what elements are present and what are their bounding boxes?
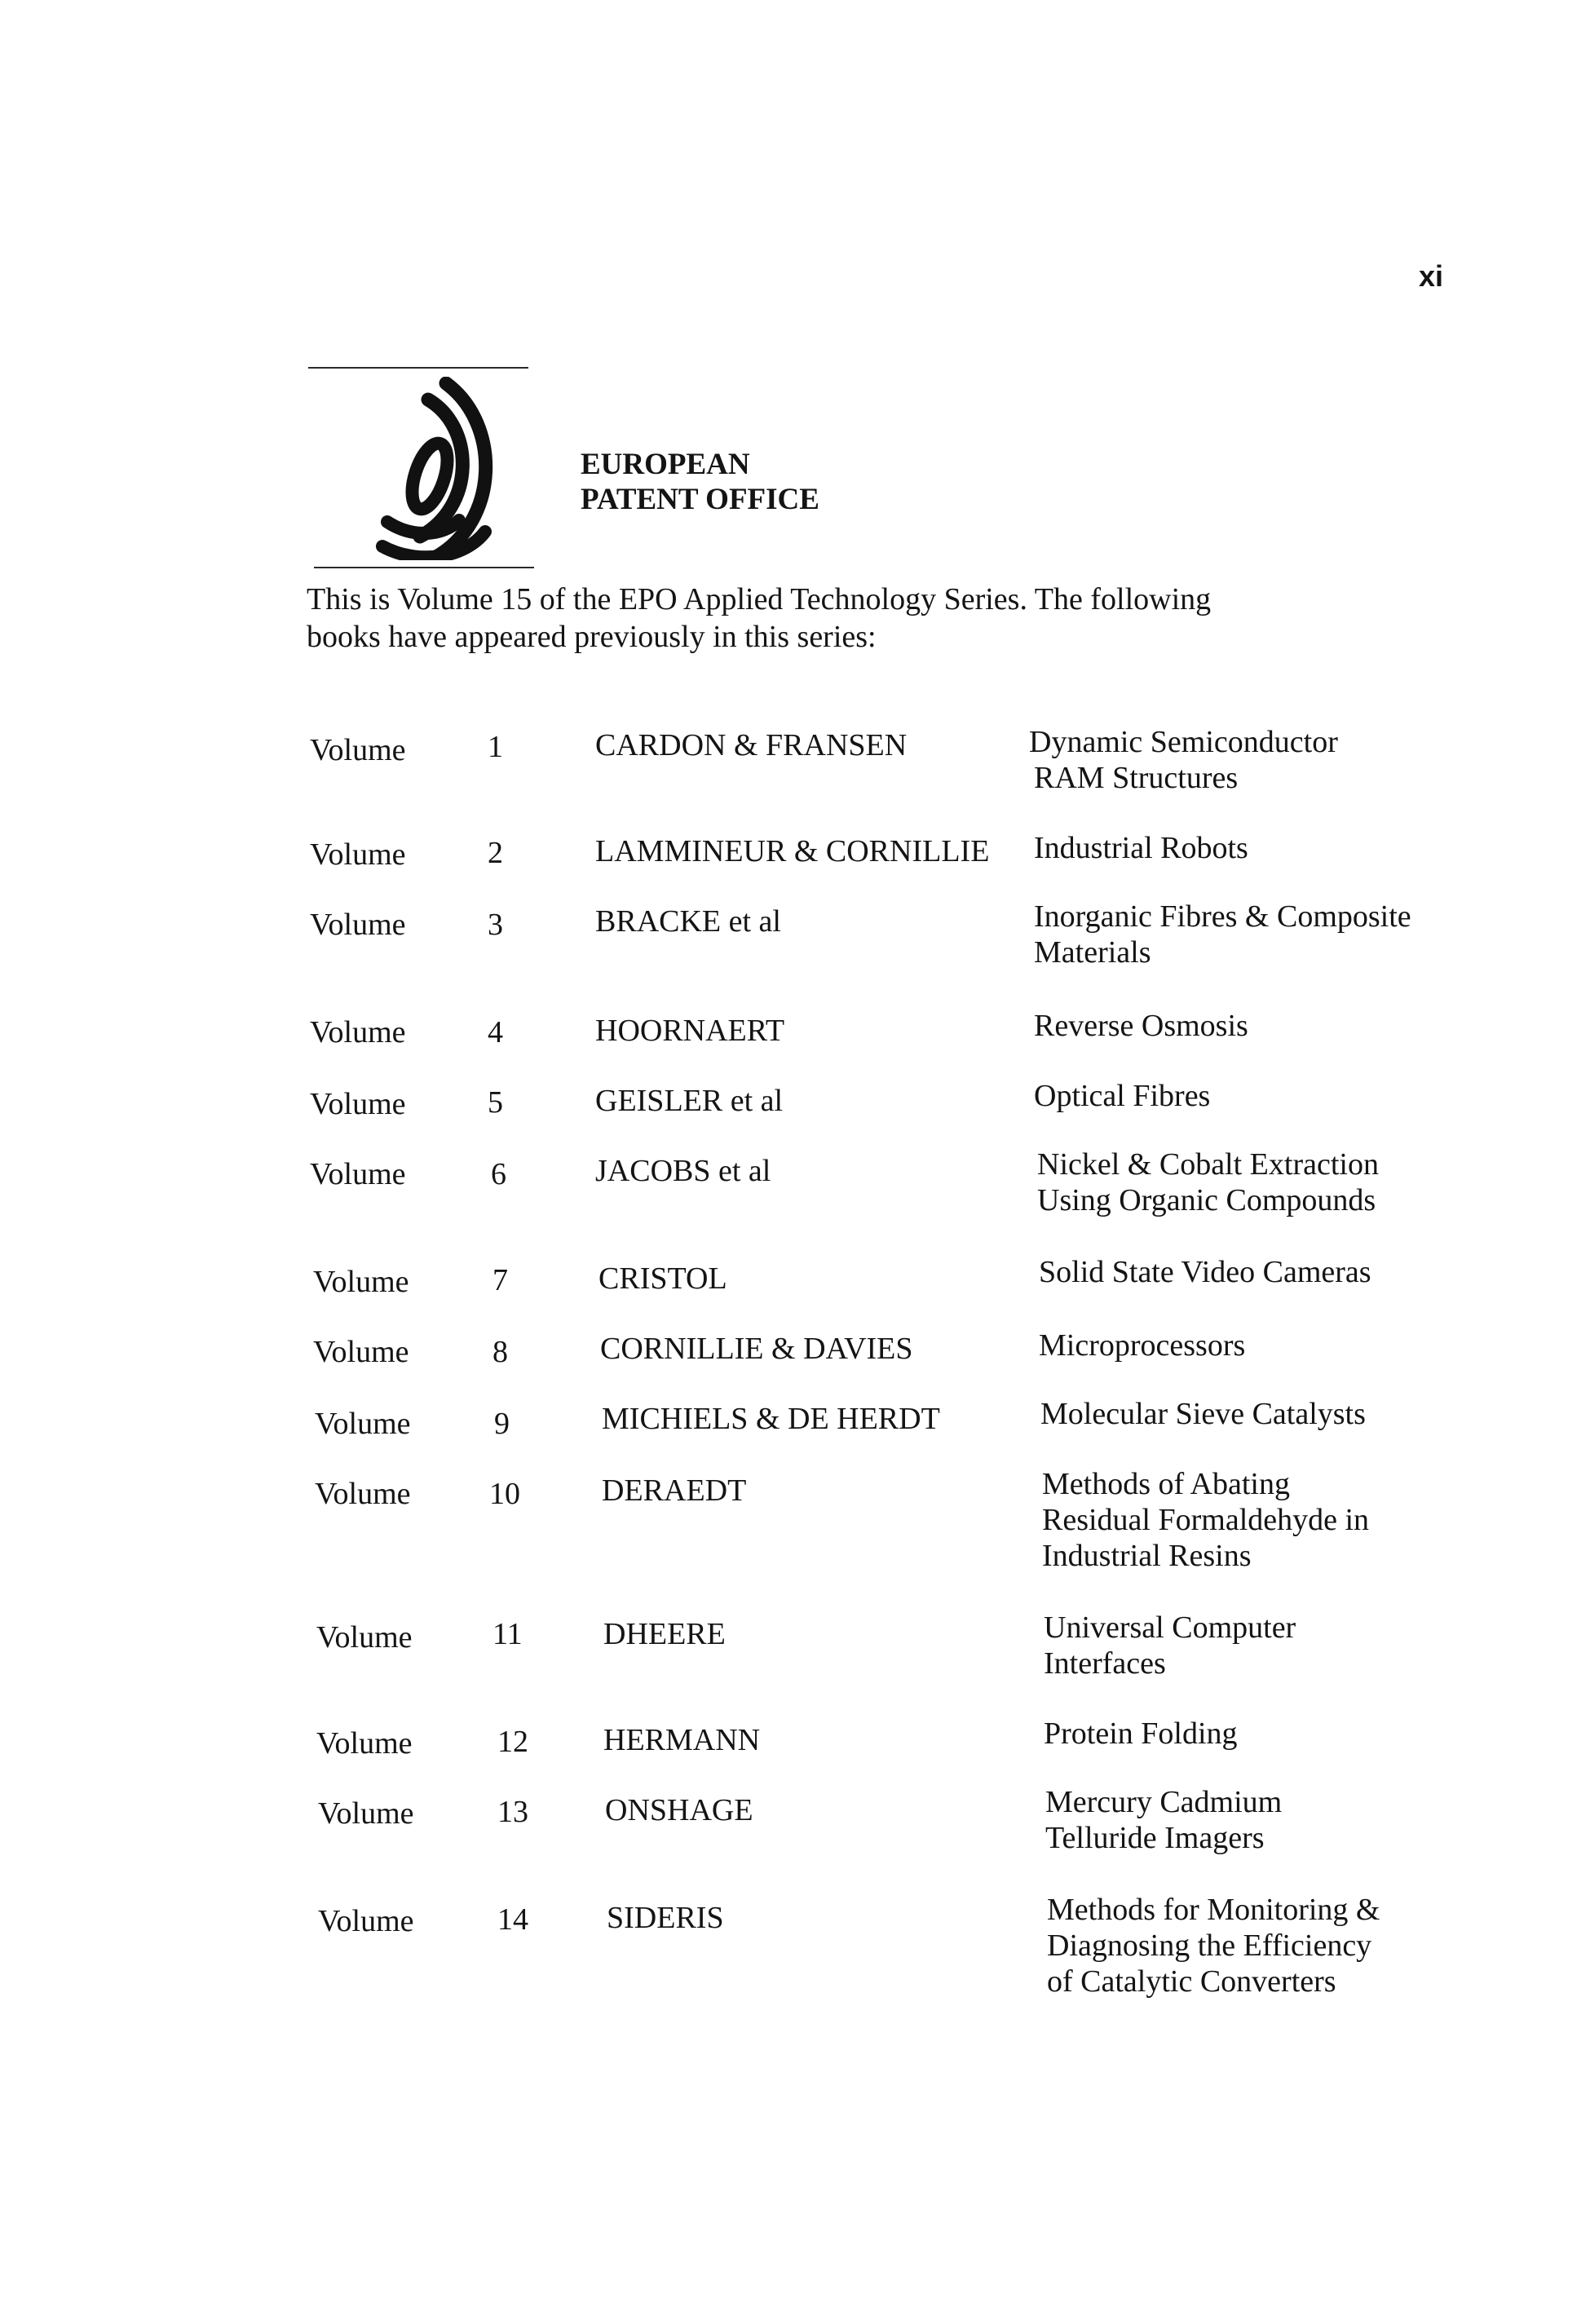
volume-author: MICHIELS & DE HERDT: [602, 1402, 940, 1436]
volume-title-line: Materials: [1034, 935, 1151, 970]
volume-number: 4: [488, 1015, 503, 1049]
volume-author: HERMANN: [603, 1723, 761, 1757]
header-rule-bottom: [314, 567, 534, 568]
volume-title-line: RAM Structures: [1034, 761, 1239, 795]
volume-title-line: Nickel & Cobalt Extraction: [1037, 1147, 1379, 1182]
volume-number: 5: [488, 1085, 503, 1120]
volume-author: CARDON & FRANSEN: [595, 728, 908, 762]
volume-title: [1037, 1147, 1477, 1218]
volume-title: [1047, 1892, 1487, 1999]
volume-author: BRACKE et al: [595, 904, 781, 939]
volume-label: Volume: [318, 1904, 414, 1938]
page-number: xi: [1419, 259, 1444, 293]
volume-author: HOORNAERT: [595, 1014, 785, 1048]
org-name-line2: PATENT OFFICE: [581, 483, 819, 516]
volume-author: ONSHAGE: [605, 1793, 753, 1827]
volume-title: [1039, 1328, 1479, 1363]
volume-label: Volume: [310, 733, 406, 767]
volume-title: [1034, 899, 1474, 970]
volume-title: [1044, 1610, 1484, 1681]
org-name: [581, 447, 819, 517]
volume-author: CRISTOL: [598, 1261, 727, 1296]
volume-number: 1: [488, 730, 503, 764]
volume-author: CORNILLIE & DAVIES: [600, 1332, 913, 1366]
volume-title: [1042, 1466, 1482, 1574]
header-rule-top: [308, 367, 528, 369]
volume-author: JACOBS et al: [595, 1154, 771, 1188]
volume-title-line: Microprocessors: [1039, 1328, 1246, 1363]
volume-title-line: Mercury Cadmium: [1045, 1785, 1283, 1819]
volume-author: LAMMINEUR & CORNILLIE: [595, 834, 990, 868]
volume-label: Volume: [316, 1726, 413, 1761]
volume-title-line: Reverse Osmosis: [1034, 1009, 1248, 1043]
volume-title-line: of Catalytic Converters: [1047, 1964, 1336, 1999]
volume-number: 13: [497, 1795, 528, 1829]
volume-title: [1040, 1396, 1481, 1432]
volume-title-line: Protein Folding: [1044, 1716, 1238, 1751]
epo-logo-icon: [371, 377, 526, 560]
volume-title: [1034, 830, 1474, 866]
volume-title-line: Industrial Robots: [1034, 831, 1248, 865]
volume-number: 12: [497, 1725, 528, 1759]
org-name-line1: EUROPEAN: [581, 448, 750, 481]
volume-title-line: Inorganic Fibres & Composite: [1034, 899, 1411, 934]
volume-number: 8: [492, 1335, 508, 1369]
volume-label: Volume: [316, 1620, 413, 1655]
volume-author: DHEERE: [603, 1617, 726, 1651]
volume-title-line: Telluride Imagers: [1045, 1821, 1265, 1855]
volume-author: DERAEDT: [602, 1473, 747, 1508]
intro-paragraph: [307, 581, 1244, 656]
volume-label: Volume: [315, 1407, 411, 1441]
volume-title-line: Using Organic Compounds: [1037, 1183, 1376, 1217]
volume-label: Volume: [318, 1796, 414, 1831]
volume-number: 14: [497, 1902, 528, 1937]
volume-title-line: Dynamic Semiconductor: [1029, 725, 1338, 759]
volume-title-line: Industrial Resins: [1042, 1539, 1252, 1573]
intro-line-1: This is Volume 15 of the EPO Applied Technology Series. The following: [307, 582, 1212, 616]
volume-title: [1029, 724, 1469, 796]
volume-label: Volume: [310, 1087, 406, 1121]
volume-label: Volume: [315, 1477, 411, 1511]
volume-label: Volume: [310, 1157, 406, 1191]
volume-title-line: Universal Computer: [1044, 1610, 1296, 1645]
volume-label: Volume: [313, 1265, 409, 1299]
volume-title-line: Optical Fibres: [1034, 1079, 1211, 1113]
volume-title-line: Diagnosing the Efficiency: [1047, 1929, 1372, 1963]
volume-title-line: Methods of Abating: [1042, 1467, 1290, 1501]
volume-title-line: Methods for Monitoring &: [1047, 1893, 1380, 1927]
volume-title-line: Solid State Video Cameras: [1039, 1255, 1371, 1289]
volume-title-line: Molecular Sieve Catalysts: [1040, 1397, 1366, 1431]
volume-number: 10: [489, 1477, 520, 1511]
volume-title: [1034, 1078, 1474, 1114]
volume-title-line: Residual Formaldehyde in: [1042, 1503, 1370, 1537]
volume-number: 11: [492, 1617, 523, 1651]
volume-author: SIDERIS: [607, 1901, 724, 1935]
volume-title: [1039, 1254, 1479, 1290]
volume-title: [1034, 1008, 1474, 1044]
volume-number: 3: [488, 908, 503, 942]
volume-author: GEISLER et al: [595, 1084, 784, 1118]
volume-title: [1044, 1716, 1484, 1752]
volume-title: [1045, 1784, 1486, 1856]
volume-number: 6: [491, 1157, 506, 1191]
volume-title-line: Interfaces: [1044, 1646, 1166, 1681]
volume-label: Volume: [310, 908, 406, 942]
volume-label: Volume: [310, 1015, 406, 1049]
volume-number: 7: [492, 1263, 508, 1297]
volume-label: Volume: [313, 1335, 409, 1369]
volume-label: Volume: [310, 837, 406, 872]
volume-number: 2: [488, 836, 503, 870]
intro-line-2: books have appeared previously in this series:: [307, 620, 877, 654]
volume-number: 9: [494, 1407, 510, 1441]
